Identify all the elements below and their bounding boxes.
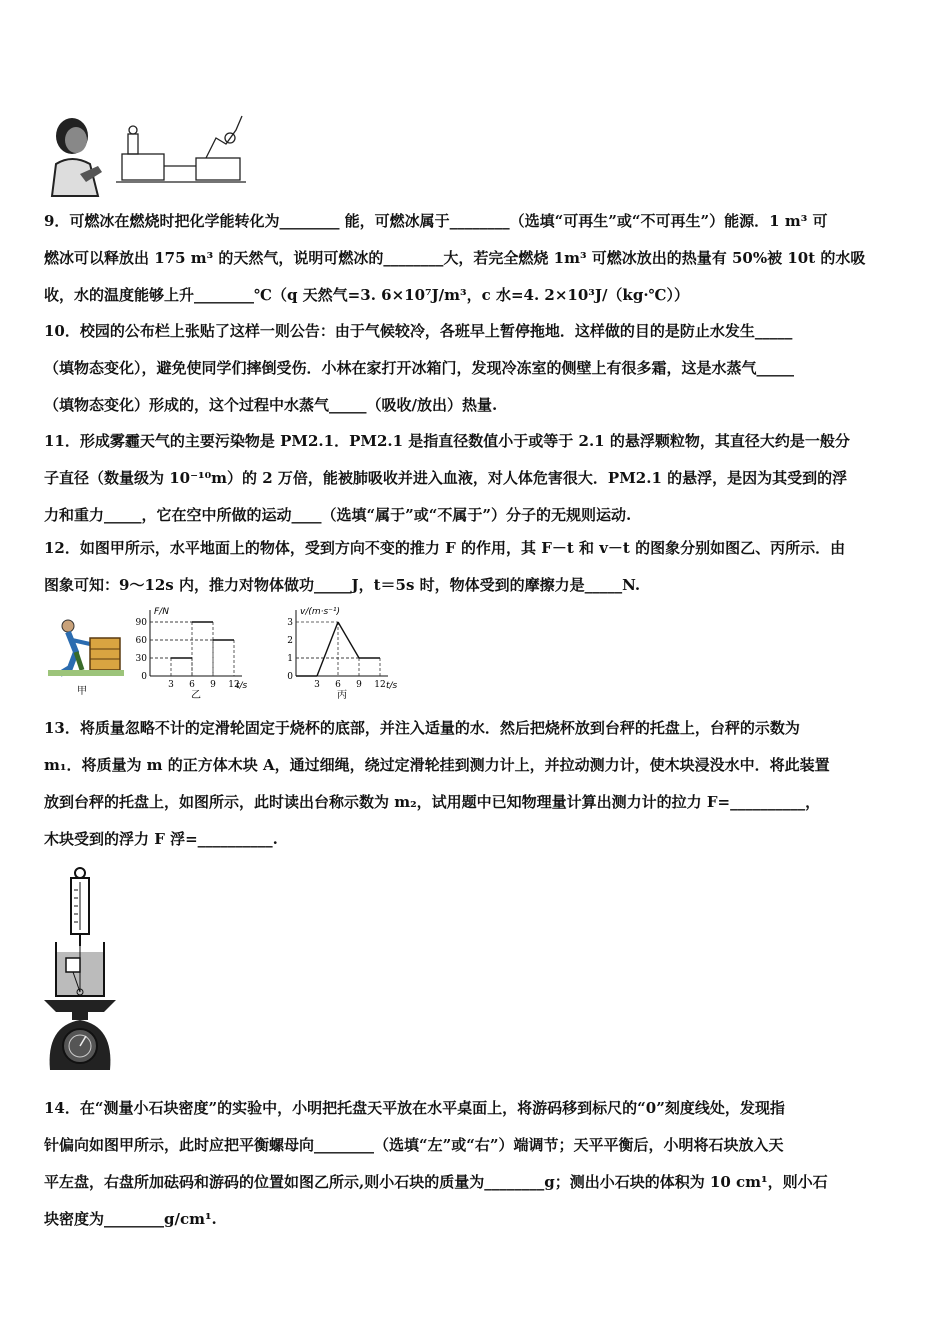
person-pushing-box: [48, 620, 124, 676]
bing-data-segment: [317, 622, 338, 676]
question-14-line-2: 针偏向如图甲所示，此时应把平衡螺母向________（选填“左”或“右”）端调节；天平平衡后，小明将石块放入天: [44, 1136, 784, 1154]
question-12-line-1: 12．如图甲所示，水平地面上的物体，受到方向不变的推力 F 的作用，其 F－t 和 v－t 的图象分别如图乙、丙所示．由: [44, 539, 846, 557]
student-photo: [52, 118, 102, 196]
question-9-line-3: 收，水的温度能够上升________℃（q 天然气=3. 6×10⁷J/m³，c 水=4. 2×10³J/（kg·℃））: [44, 286, 690, 304]
question-9-line-1: 9．可燃冰在燃烧时把化学能转化为________ 能，可燃冰属于________（选填“可再生”或“不可再生”）能源．1 m³ 可: [44, 212, 828, 230]
yi-x-tick-label: 6: [189, 680, 195, 690]
yi-x-tick-label: 3: [168, 680, 174, 690]
bing-y-axis-label: v/(m·s⁻¹): [300, 607, 341, 617]
question-13-line-2: m₁．将质量为 m 的正方体木块 A，通过细绳，绕过定滑轮挂到测力计上，并拉动测力计，使木块浸没水中．将此装置: [44, 756, 830, 774]
bing-y-tick-label: 1: [287, 654, 293, 664]
question-14-line-3: 平左盘，右盘所加砝码和游码的位置如图乙所示,则小石块的质量为________g；测出小石块的体积为 10 cm¹，则小石: [44, 1173, 828, 1191]
bing-x-tick-label: 12: [374, 680, 386, 690]
figure-12-jia: [46, 612, 126, 700]
platform-scale: [44, 1000, 116, 1070]
bing-y-tick-label: 2: [287, 636, 293, 646]
question-14: [44, 1090, 910, 1238]
bing-x-axis-label: t/s: [386, 681, 398, 691]
question-12-line-2: 图象可知：9～12s 内，推力对物体做功_____J，t＝5s 时，物体受到的摩擦力是_____N.: [44, 576, 641, 594]
yi-y-tick-label: 60: [135, 636, 147, 646]
question-11-line-2: 子直径（数量级为 10⁻¹⁰m）的 2 万倍，能被肺吸收并进入血液，对人体危害很大．PM2.1 的悬浮，是因为其受到的浮: [44, 469, 848, 487]
bing-y-tick-label: 0: [287, 672, 293, 682]
question-13-line-1: 13．将质量忽略不计的定滑轮固定于烧杯的底部，并注入适量的水．然后把烧杯放到台秤的托盘上，台秤的示数为: [44, 719, 800, 737]
bing-y-tick-label: 3: [287, 618, 293, 628]
question-10-line-2: （填物态变化），避免使同学们摔倒受伤．小林在家打开冰箱门，发现冷冻室的侧壁上有很多霜，这是水蒸气_____: [44, 359, 795, 377]
figure-12-bing-vt-graph: [276, 604, 402, 700]
beaker-with-block: [56, 942, 104, 996]
experiment-figure-top: [46, 108, 250, 198]
yi-x-tick-label: 12: [228, 680, 240, 690]
yi-x-axis-label: t/s: [236, 681, 248, 691]
question-9: [44, 203, 910, 314]
question-11: [44, 423, 910, 534]
yi-x-tick-label: 9: [210, 680, 216, 690]
question-10: [44, 313, 910, 424]
yi-y-tick-label: 90: [135, 618, 147, 628]
question-14-line-4: 块密度为________g/cm¹.: [44, 1210, 217, 1228]
figure-12-yi-label: 乙: [191, 690, 201, 700]
bing-x-tick-label: 3: [314, 680, 320, 690]
question-13: [44, 710, 910, 858]
yi-y-tick-label: 0: [141, 672, 147, 682]
question-9-line-2: 燃冰可以释放出 175 m³ 的天然气，说明可燃冰的________大，若完全燃烧 1m³ 可燃冰放出的热量有 50%被 10t 的水吸: [44, 249, 866, 267]
figure-12-bing-label: 丙: [337, 690, 347, 700]
question-11-line-3: 力和重力_____，它在空中所做的运动____（选填“属于”或“不属于”）分子的无规则运动.: [44, 506, 632, 524]
question-11-line-1: 11．形成雾霾天气的主要污染物是 PM2.1．PM2.1 是指直径数值小于或等于 2.1 的悬浮颗粒物，其直径大约是一般分: [44, 432, 850, 450]
question-13-line-4: 木块受到的浮力 F 浮=__________.: [44, 830, 278, 848]
yi-y-tick-label: 30: [135, 654, 147, 664]
question-10-line-3: （填物态变化）形成的，这个过程中水蒸气_____（吸收/放出）热量.: [44, 396, 498, 414]
question-14-line-1: 14．在“测量小石块密度”的实验中，小明把托盘天平放在水平桌面上，将游码移到标尺的“0”刻度线处，发现指: [44, 1099, 785, 1117]
bing-x-tick-label: 9: [356, 680, 362, 690]
figure-13-scale-apparatus: [42, 866, 118, 1072]
figure-12-jia-label: 甲: [77, 686, 87, 697]
bing-data-segment: [338, 622, 359, 658]
bing-x-tick-label: 6: [335, 680, 341, 690]
question-12: [44, 530, 910, 604]
yi-y-axis-label: F/N: [154, 607, 169, 617]
figure-12-yi-ft-graph: [130, 604, 250, 700]
apparatus-drawing: [116, 116, 246, 182]
question-10-line-1: 10．校园的公布栏上张贴了这样一则公告：由于气候较冷，各班早上暂停拖地．这样做的目的是防止水发生_____: [44, 322, 793, 340]
spring-scale: [71, 868, 89, 946]
question-13-line-3: 放到台秤的托盘上，如图所示，此时读出台称示数为 m₂，试用题中已知物理量计算出测力计的拉力 F=__________，: [44, 793, 821, 811]
